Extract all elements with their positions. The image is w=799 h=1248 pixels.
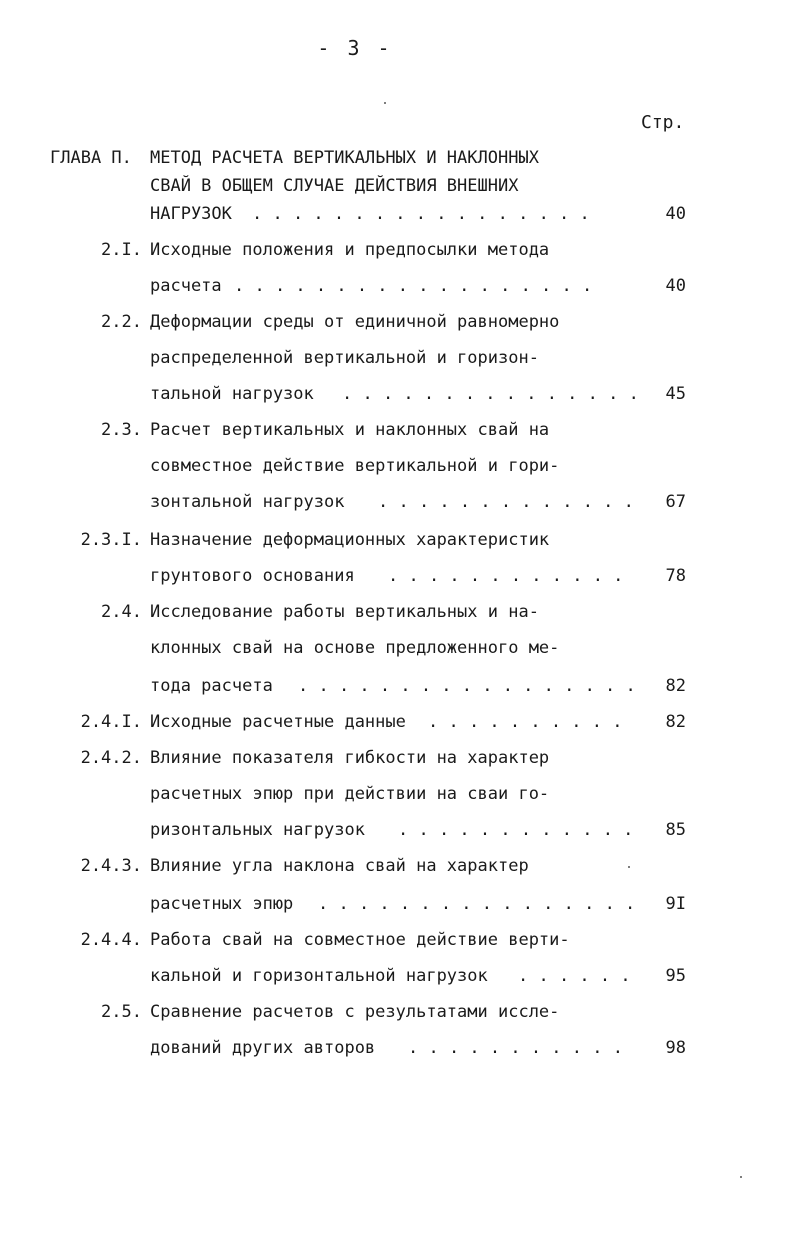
section-number: 2.5. (101, 1002, 142, 1022)
section-page: 78 (665, 566, 686, 586)
section-title-line: зонтальной нагрузок (150, 492, 345, 512)
section-title-line: тода расчета (150, 676, 273, 696)
leader-dots: . . . . . . . . . . . . . . . (342, 384, 639, 404)
section-title-line: Исходные расчетные данные (150, 712, 406, 732)
section-title-line: расчетных эпюр (150, 894, 294, 914)
section-title-line: Влияние показателя гибкости на характер (150, 748, 550, 768)
section-title-line: грунтового основания (150, 566, 355, 586)
scan-speck (740, 1176, 742, 1178)
section-page: 9I (665, 894, 686, 914)
scan-speck (384, 102, 386, 104)
section-number: 2.4.4. (80, 930, 142, 950)
leader-dots: . . . . . . (518, 966, 631, 986)
section-page: 45 (665, 384, 686, 404)
section-title-line: Исследование работы вертикальных и на- (150, 602, 539, 622)
section-number: 2.I. (101, 240, 142, 260)
section-page: 82 (665, 676, 686, 696)
leader-dots: . . . . . . . . . . . . . . . . . (252, 204, 590, 224)
section-title-line: ризонтальных нагрузок (150, 820, 365, 840)
section-title-line: Назначение деформационных характеристик (150, 530, 550, 550)
section-page: 95 (665, 966, 686, 986)
section-title-line: расчета (150, 276, 222, 296)
section-number: 2.4. (101, 602, 142, 622)
section-page: 40 (665, 276, 686, 296)
section-page: 85 (665, 820, 686, 840)
section-title-line: совместное действие вертикальной и гори- (150, 456, 560, 476)
section-title-line: Сравнение расчетов с результатами иссле- (150, 1002, 560, 1022)
section-title-line: клонных свай на основе предложенного ме- (150, 638, 560, 658)
leader-dots: . . . . . . . . . . . (408, 1038, 623, 1058)
section-title-line: Влияние угла наклона свай на характер (150, 856, 529, 876)
scan-speck (628, 866, 630, 868)
chapter-title-line: МЕТОД РАСЧЕТА ВЕРТИКАЛЬНЫХ И НАКЛОННЫХ (150, 148, 539, 168)
chapter-title-line: НАГРУЗОК (150, 204, 232, 224)
section-number: 2.2. (101, 312, 142, 332)
leader-dots: . . . . . . . . . . . . (398, 820, 634, 840)
leader-dots: . . . . . . . . . . (428, 712, 623, 732)
chapter-number: ГЛАВА П. (50, 148, 132, 168)
section-title-line: Деформации среды от единичной равномерно (150, 312, 560, 332)
leader-dots: . . . . . . . . . . . . . . . . (318, 894, 636, 914)
section-title-line: кальной и горизонтальной нагрузок (150, 966, 488, 986)
section-page: 82 (665, 712, 686, 732)
section-number: 2.3.I. (80, 530, 142, 550)
section-title-line: Расчет вертикальных и наклонных свай на (150, 420, 550, 440)
leader-dots: . . . . . . . . . . . . . . . . . . (234, 276, 593, 296)
section-page: 67 (665, 492, 686, 512)
section-number: 2.4.I. (80, 712, 142, 732)
section-title-line: тальной нагрузок (150, 384, 314, 404)
section-number: 2.3. (101, 420, 142, 440)
leader-dots: . . . . . . . . . . . . (388, 566, 624, 586)
section-page: 98 (665, 1038, 686, 1058)
section-title-line: распределенной вертикальной и горизон- (150, 348, 539, 368)
section-number: 2.4.3. (80, 856, 142, 876)
page-number: - 3 - (317, 36, 393, 60)
section-title-line: расчетных эпюр при действии на сваи го- (150, 784, 550, 804)
section-title-line: Работа свай на совместное действие верти- (150, 930, 570, 950)
leader-dots: . . . . . . . . . . . . . . . . . (298, 676, 636, 696)
section-number: 2.4.2. (80, 748, 142, 768)
chapter-title-line: СВАЙ В ОБЩЕМ СЛУЧАЕ ДЕЙСТВИЯ ВНЕШНИХ (150, 176, 519, 196)
leader-dots: . . . . . . . . . . . . . (378, 492, 634, 512)
section-title-line: Исходные положения и предпосылки метода (150, 240, 550, 260)
page-column-label: Стр. (641, 112, 685, 133)
section-title-line: дований других авторов (150, 1038, 376, 1058)
chapter-page: 40 (665, 204, 686, 224)
